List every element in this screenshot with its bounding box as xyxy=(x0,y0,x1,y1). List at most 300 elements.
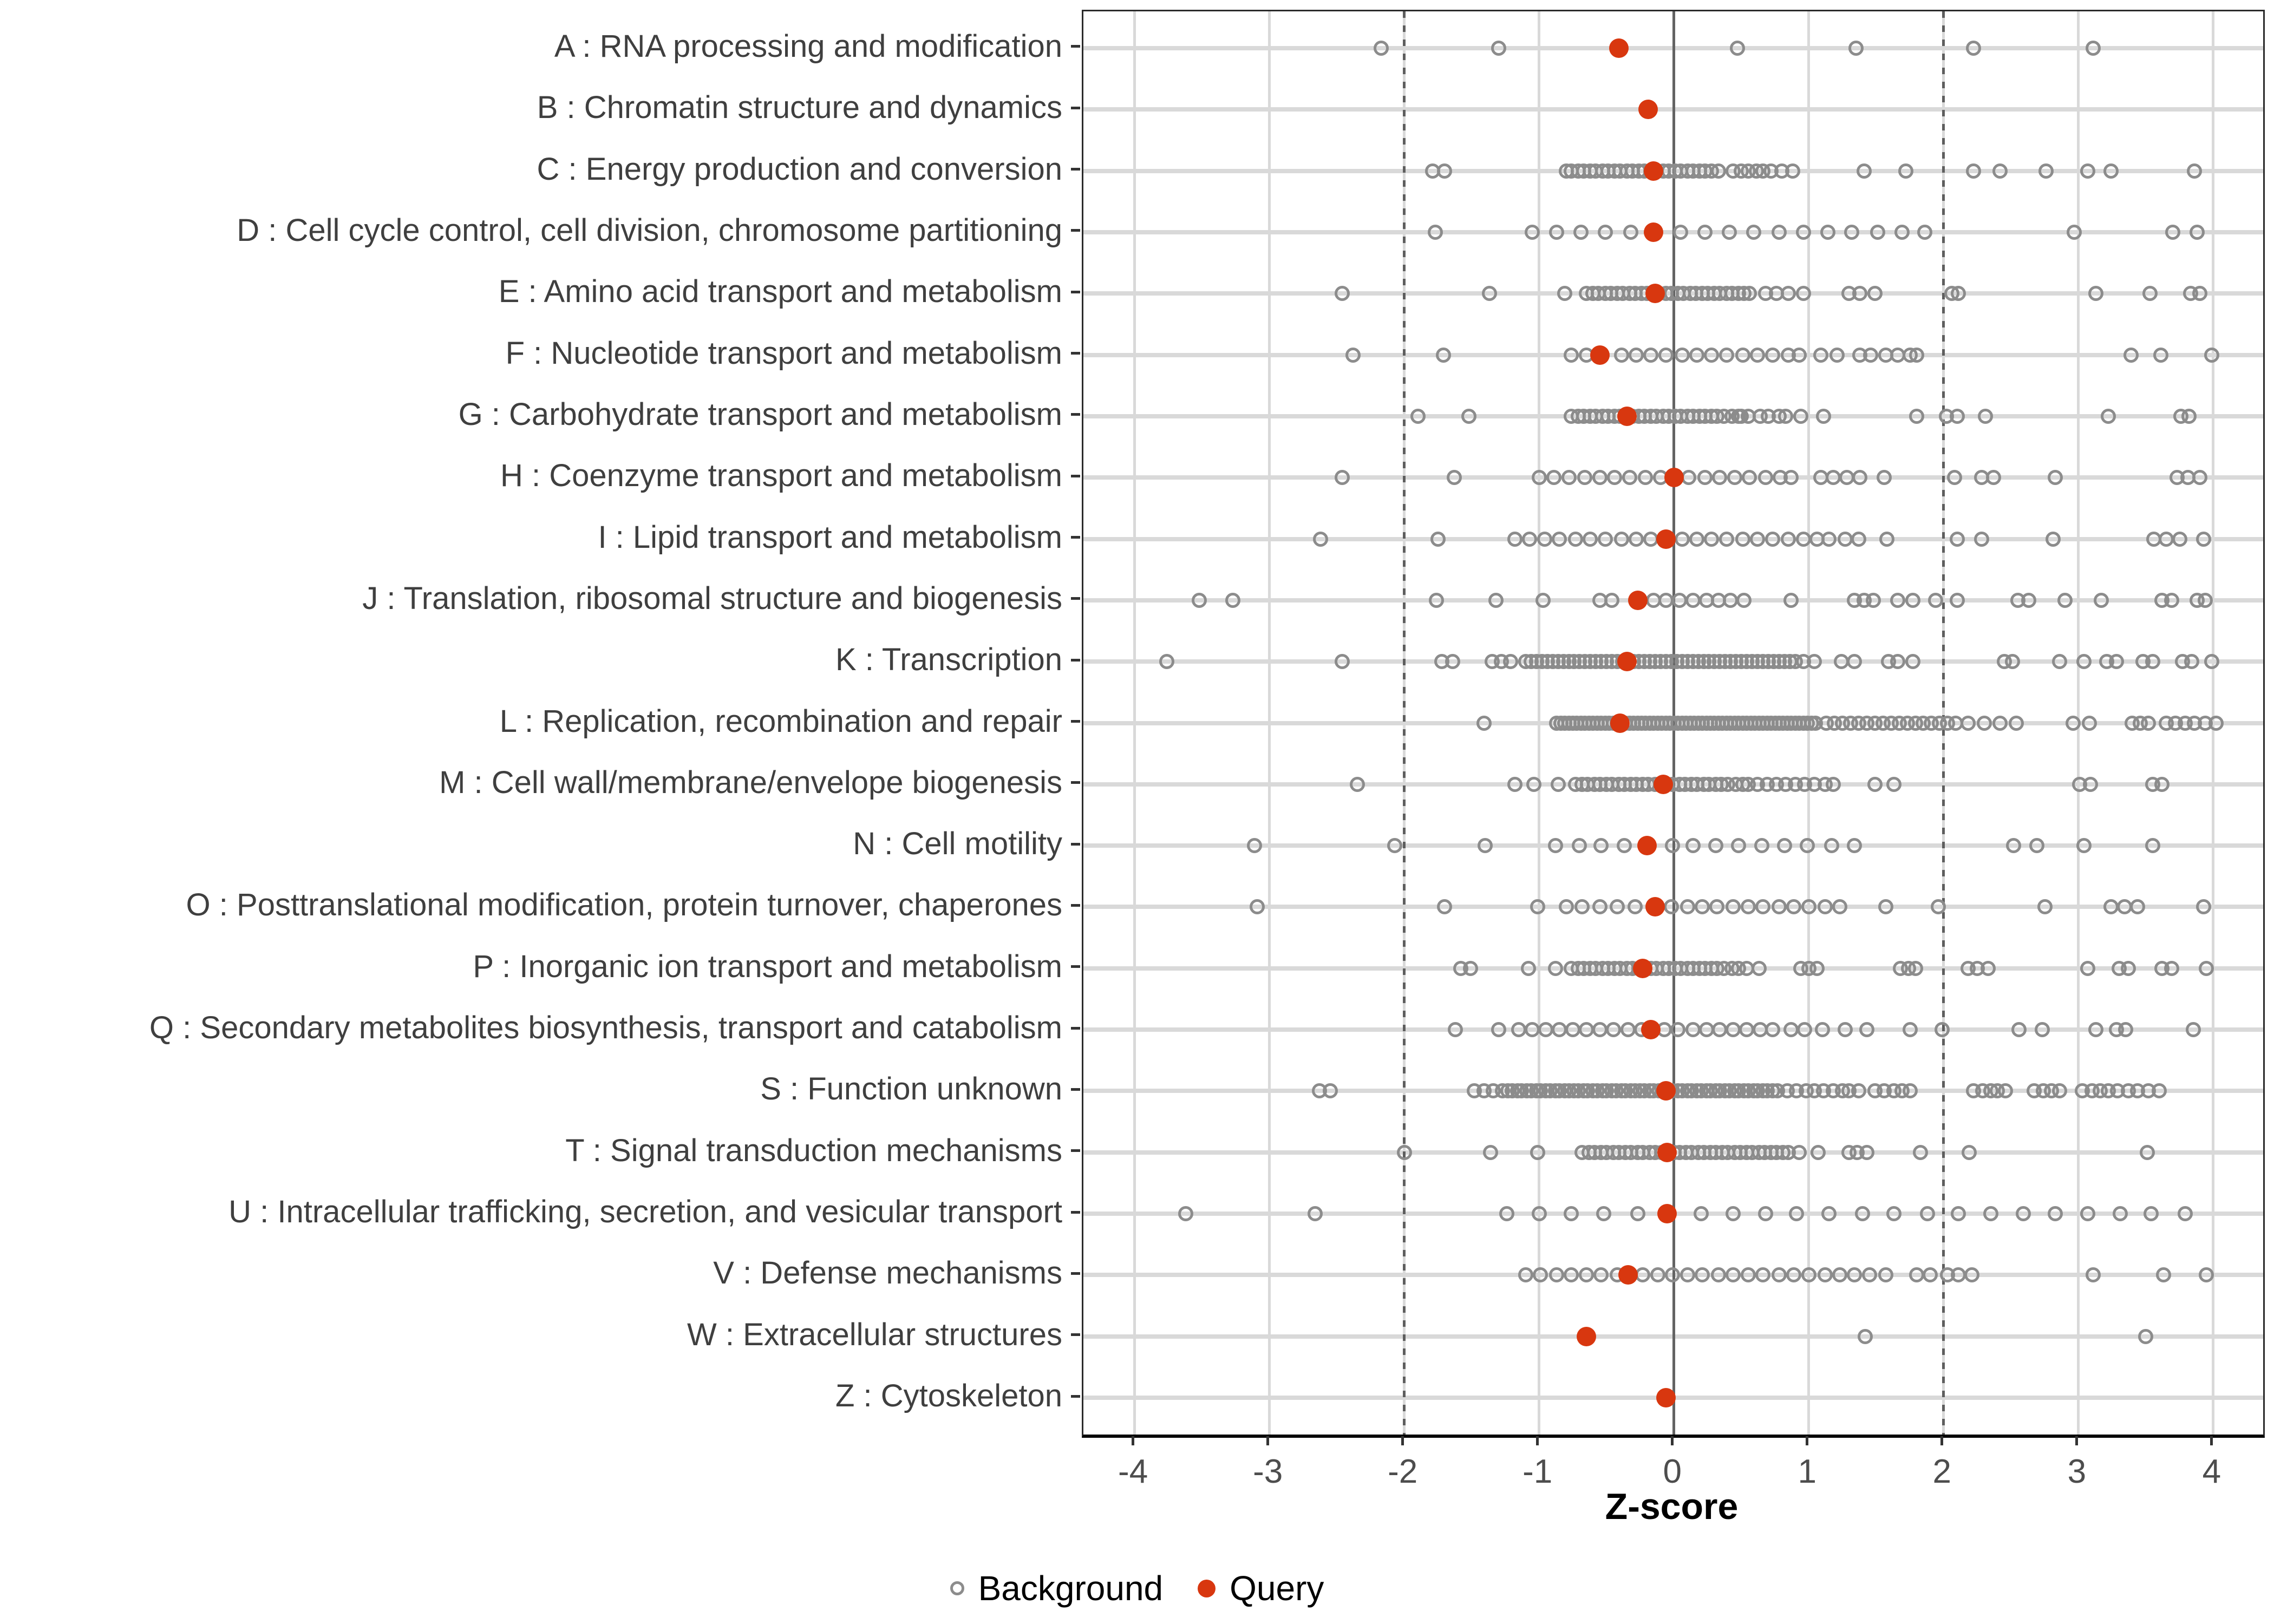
background-point xyxy=(1345,348,1361,363)
background-point xyxy=(1557,286,1572,301)
background-point xyxy=(2145,838,2160,853)
background-point xyxy=(2083,777,2098,792)
background-point xyxy=(1685,593,1701,608)
background-point xyxy=(2130,899,2145,914)
y-tick xyxy=(1071,352,1080,355)
background-point xyxy=(1429,593,1444,608)
category-label: L : Replication, recombination and repair xyxy=(499,703,1062,739)
background-point xyxy=(1593,1267,1609,1282)
background-point xyxy=(1772,899,1787,914)
background-point xyxy=(1838,532,1853,547)
background-point xyxy=(1712,470,1727,485)
background-point xyxy=(1758,1206,1773,1221)
category-label: E : Amino acid transport and metabolism xyxy=(498,274,1062,310)
background-point xyxy=(1894,225,1910,240)
background-point xyxy=(1962,1145,1977,1160)
background-point xyxy=(1572,838,1587,853)
y-tick xyxy=(1071,413,1080,416)
background-point xyxy=(1726,1206,1741,1221)
background-point xyxy=(2103,899,2119,914)
background-point xyxy=(1905,593,1920,608)
query-point xyxy=(1590,345,1610,365)
background-point xyxy=(1488,593,1504,608)
y-tick xyxy=(1071,843,1080,846)
background-point xyxy=(2048,470,2063,485)
background-point xyxy=(1672,593,1687,608)
background-point xyxy=(1614,348,1629,363)
background-point xyxy=(1673,225,1688,240)
query-point xyxy=(1664,468,1684,487)
x-tick xyxy=(1536,1436,1539,1445)
background-point xyxy=(2181,409,2197,424)
category-label: B : Chromatin structure and dynamics xyxy=(537,90,1062,126)
background-point xyxy=(1313,532,1328,547)
background-point xyxy=(1878,899,1893,914)
background-point xyxy=(1786,899,1801,914)
background-point xyxy=(1658,593,1674,608)
background-point xyxy=(1428,225,1443,240)
y-tick xyxy=(1071,1211,1080,1214)
background-point xyxy=(1966,163,1981,179)
y-tick xyxy=(1071,229,1080,232)
background-point xyxy=(1680,1267,1695,1282)
category-label: F : Nucleotide transport and metabolism xyxy=(505,335,1062,371)
background-point xyxy=(1947,470,1962,485)
category-label: J : Translation, ribosomal structure and biogenesis xyxy=(362,580,1062,616)
background-point xyxy=(2199,961,2214,976)
background-point xyxy=(2011,1022,2027,1037)
background-point xyxy=(1697,225,1713,240)
x-tick-label: 2 xyxy=(1932,1453,1952,1490)
background-point xyxy=(1742,286,1757,301)
category-label: A : RNA processing and modification xyxy=(554,28,1062,64)
background-point xyxy=(1821,1206,1837,1221)
category-label: K : Transcription xyxy=(835,642,1062,678)
background-point xyxy=(1623,225,1638,240)
background-point xyxy=(1950,532,1965,547)
background-point xyxy=(1818,1267,1833,1282)
background-point xyxy=(2159,532,2174,547)
background-point xyxy=(1877,470,1892,485)
background-point xyxy=(2005,654,2020,669)
background-point xyxy=(1792,1145,1807,1160)
background-point xyxy=(1824,838,1839,853)
background-point xyxy=(1739,1022,1754,1037)
background-point xyxy=(1335,470,1350,485)
background-point xyxy=(2187,163,2202,179)
background-point xyxy=(1709,899,1724,914)
background-point xyxy=(1685,838,1701,853)
background-point xyxy=(2113,1206,2128,1221)
background-point xyxy=(1579,1022,1594,1037)
background-point xyxy=(2006,838,2021,853)
background-point xyxy=(2154,777,2170,792)
background-point xyxy=(1620,1022,1636,1037)
query-point xyxy=(1577,1327,1596,1346)
background-point xyxy=(1752,961,1767,976)
background-point xyxy=(2101,409,2116,424)
category-label: I : Lipid transport and metabolism xyxy=(598,519,1062,555)
background-point xyxy=(1786,1267,1801,1282)
y-tick xyxy=(1071,291,1080,293)
background-point xyxy=(1848,41,1864,56)
background-point xyxy=(1813,348,1828,363)
background-point xyxy=(1532,470,1547,485)
category-label: D : Cell cycle control, cell division, chromosome partitioning xyxy=(237,212,1062,248)
background-point xyxy=(2118,1022,2133,1037)
query-point xyxy=(1638,100,1658,119)
background-point xyxy=(1765,348,1780,363)
background-point xyxy=(1610,899,1625,914)
background-point xyxy=(1838,1022,1853,1037)
background-point xyxy=(2144,1206,2159,1221)
background-point xyxy=(1903,1083,1918,1098)
background-point xyxy=(1551,777,1566,792)
background-point xyxy=(2038,163,2054,179)
background-point xyxy=(2141,716,2156,731)
background-point xyxy=(1950,593,1965,608)
background-point xyxy=(2052,654,2067,669)
background-point xyxy=(1834,654,1849,669)
background-point xyxy=(2082,716,2097,731)
y-tick xyxy=(1071,45,1080,48)
background-point xyxy=(1855,1206,1870,1221)
dashed-refline xyxy=(1403,11,1406,1435)
background-point xyxy=(1858,1329,1873,1344)
background-point xyxy=(1800,838,1815,853)
background-point xyxy=(1750,532,1765,547)
background-point xyxy=(1731,838,1746,853)
background-point xyxy=(1711,163,1726,179)
background-point xyxy=(1593,838,1609,853)
background-point xyxy=(1711,1267,1726,1282)
background-point xyxy=(1951,1267,1966,1282)
background-point xyxy=(1374,41,1389,56)
background-point xyxy=(1898,163,1913,179)
background-point xyxy=(1564,348,1579,363)
background-point xyxy=(1783,1022,1799,1037)
background-point xyxy=(1247,838,1262,853)
query-point xyxy=(1618,1265,1638,1285)
gridline-x xyxy=(1133,11,1136,1435)
background-point xyxy=(1951,286,1966,301)
query-point xyxy=(1644,161,1663,181)
category-label: V : Defense mechanisms xyxy=(713,1255,1062,1291)
background-point-icon xyxy=(950,1581,964,1595)
background-point xyxy=(1159,654,1174,669)
category-label: C : Energy production and conversion xyxy=(537,151,1062,187)
background-point xyxy=(1549,1267,1564,1282)
background-point xyxy=(1564,1267,1579,1282)
x-tick-label: 0 xyxy=(1663,1453,1682,1490)
category-label: U : Intracellular trafficking, secretion, and vesicular transport xyxy=(228,1194,1062,1230)
background-point xyxy=(1694,1206,1709,1221)
background-point xyxy=(1178,1206,1193,1221)
background-point xyxy=(1832,1267,1847,1282)
background-point xyxy=(1886,777,1901,792)
y-tick xyxy=(1071,536,1080,539)
background-point xyxy=(2035,1022,2050,1037)
background-point xyxy=(1723,593,1738,608)
background-point xyxy=(1719,532,1734,547)
background-point xyxy=(1909,1267,1924,1282)
background-point xyxy=(1704,532,1719,547)
background-point xyxy=(2152,1083,2167,1098)
y-tick xyxy=(1071,720,1080,723)
background-point xyxy=(1675,348,1690,363)
background-point xyxy=(1783,593,1799,608)
background-point xyxy=(1879,532,1894,547)
background-point xyxy=(1908,961,1923,976)
background-point xyxy=(1867,286,1883,301)
background-point xyxy=(1522,532,1537,547)
background-point xyxy=(2192,470,2207,485)
background-point xyxy=(1708,838,1723,853)
background-point xyxy=(1643,348,1658,363)
background-point xyxy=(1548,838,1563,853)
background-point xyxy=(1913,1145,1928,1160)
query-point xyxy=(1617,407,1637,426)
query-point xyxy=(1656,1081,1676,1101)
background-point xyxy=(1870,225,1885,240)
background-point xyxy=(1735,348,1750,363)
background-point xyxy=(1832,899,1847,914)
background-point xyxy=(1755,899,1770,914)
background-point xyxy=(1436,348,1451,363)
category-label: O : Posttranslational modification, protein turnover, chaperones xyxy=(186,887,1062,923)
background-point xyxy=(1680,899,1695,914)
background-point xyxy=(1964,1267,1979,1282)
x-tick xyxy=(1401,1436,1404,1445)
background-point xyxy=(2153,348,2168,363)
query-point-icon xyxy=(1198,1580,1216,1597)
background-point xyxy=(2192,286,2207,301)
background-point xyxy=(1928,593,1943,608)
background-point xyxy=(1977,716,1992,731)
background-point xyxy=(1511,1022,1526,1037)
y-tick xyxy=(1071,1272,1080,1275)
background-point xyxy=(2164,593,2179,608)
background-point xyxy=(1565,1022,1580,1037)
x-tick-label: 3 xyxy=(2067,1453,2087,1490)
background-point xyxy=(1323,1083,1338,1098)
background-point xyxy=(1629,348,1644,363)
background-point xyxy=(1765,1022,1780,1037)
background-point xyxy=(2186,1022,2201,1037)
background-point xyxy=(2086,41,2101,56)
background-point xyxy=(1549,225,1564,240)
background-point xyxy=(1998,1083,2013,1098)
x-tick-label: -3 xyxy=(1253,1453,1283,1490)
background-point xyxy=(1807,654,1822,669)
background-point xyxy=(1796,532,1811,547)
category-label: N : Cell motility xyxy=(853,826,1062,862)
background-point xyxy=(2178,1206,2193,1221)
background-point xyxy=(1598,225,1613,240)
background-point xyxy=(1857,163,1872,179)
background-point xyxy=(1736,593,1752,608)
background-point xyxy=(2165,225,2180,240)
background-point xyxy=(1920,1206,1935,1221)
background-point xyxy=(1447,470,1462,485)
background-point xyxy=(1778,409,1793,424)
background-point xyxy=(1754,838,1769,853)
background-point xyxy=(1890,593,1905,608)
background-point xyxy=(1781,286,1796,301)
background-point xyxy=(1596,1206,1611,1221)
background-point xyxy=(1730,41,1745,56)
background-point xyxy=(1983,1206,1998,1221)
background-point xyxy=(1685,1022,1701,1037)
legend-label-query: Query xyxy=(1230,1569,1324,1608)
category-label: P : Inorganic ion transport and metabolism xyxy=(473,948,1062,984)
background-point xyxy=(1525,225,1540,240)
background-point xyxy=(2172,532,2187,547)
background-point xyxy=(1695,1267,1710,1282)
background-point xyxy=(1628,899,1643,914)
y-tick xyxy=(1071,659,1080,662)
background-point xyxy=(1772,1267,1787,1282)
background-point xyxy=(1583,532,1598,547)
background-point xyxy=(1783,470,1799,485)
background-point xyxy=(1518,1267,1533,1282)
background-point xyxy=(2121,961,2136,976)
background-point xyxy=(1951,1206,1966,1221)
background-point xyxy=(1387,838,1402,853)
background-point xyxy=(2021,593,2036,608)
background-point xyxy=(1815,1022,1830,1037)
background-point xyxy=(2037,899,2053,914)
background-point xyxy=(1765,532,1780,547)
background-point xyxy=(1750,348,1765,363)
y-tick xyxy=(1071,904,1080,907)
background-point xyxy=(1607,470,1622,485)
query-point xyxy=(1644,222,1663,242)
background-point xyxy=(1350,777,1365,792)
background-point xyxy=(2196,899,2211,914)
background-point xyxy=(1430,532,1446,547)
legend xyxy=(0,1568,2274,1609)
query-point xyxy=(1641,1020,1661,1039)
background-point xyxy=(2208,716,2224,731)
x-tick xyxy=(1940,1436,1943,1445)
background-point xyxy=(1777,838,1792,853)
background-point xyxy=(1535,593,1551,608)
background-point xyxy=(1629,532,1644,547)
background-point xyxy=(1992,163,2008,179)
background-point xyxy=(1796,225,1811,240)
query-point xyxy=(1656,1388,1676,1407)
background-point xyxy=(1792,348,1807,363)
background-point xyxy=(1537,532,1552,547)
background-point xyxy=(1851,1083,1866,1098)
background-point xyxy=(1546,470,1561,485)
x-tick xyxy=(2210,1436,2213,1445)
background-point xyxy=(1568,532,1583,547)
background-point xyxy=(1809,961,1825,976)
background-point xyxy=(1192,593,1207,608)
background-point xyxy=(1905,654,1920,669)
query-point xyxy=(1628,591,1648,610)
background-point xyxy=(1909,348,1924,363)
background-point xyxy=(1719,348,1734,363)
background-point xyxy=(1533,1267,1548,1282)
y-tick xyxy=(1071,597,1080,600)
background-point xyxy=(1726,1022,1741,1037)
background-point xyxy=(2016,1206,2031,1221)
background-point xyxy=(1851,532,1866,547)
background-point xyxy=(1598,532,1613,547)
category-label: M : Cell wall/membrane/envelope biogenesis xyxy=(439,764,1062,800)
x-tick-label: -2 xyxy=(1388,1453,1418,1490)
query-point xyxy=(1617,652,1637,671)
y-tick xyxy=(1071,107,1080,109)
background-point xyxy=(1890,654,1905,669)
background-point xyxy=(1847,838,1862,853)
query-point xyxy=(1656,529,1676,549)
background-point xyxy=(1796,286,1811,301)
background-point xyxy=(1507,777,1522,792)
background-point xyxy=(1903,1022,1918,1037)
background-point xyxy=(2080,1206,2095,1221)
background-point xyxy=(1741,899,1756,914)
background-point xyxy=(1650,1267,1665,1282)
background-point xyxy=(2164,961,2179,976)
background-point xyxy=(1820,225,1835,240)
background-point xyxy=(1917,225,1932,240)
background-point xyxy=(1862,1267,1877,1282)
background-point xyxy=(1689,532,1704,547)
x-tick-label: -4 xyxy=(1118,1453,1148,1490)
background-point xyxy=(1726,899,1741,914)
background-point xyxy=(1704,348,1719,363)
background-point xyxy=(2204,348,2219,363)
background-point xyxy=(2080,163,2095,179)
y-tick xyxy=(1071,168,1080,171)
query-point xyxy=(1609,38,1629,58)
background-point xyxy=(1741,1267,1756,1282)
background-point xyxy=(1847,1267,1862,1282)
background-point xyxy=(1727,470,1742,485)
background-point xyxy=(1530,899,1545,914)
background-point xyxy=(1335,654,1350,669)
background-point xyxy=(1923,1267,1938,1282)
background-point xyxy=(1665,1267,1680,1282)
background-point xyxy=(1986,470,2001,485)
query-point xyxy=(1657,1143,1677,1162)
background-point xyxy=(2198,593,2213,608)
background-point xyxy=(2066,716,2081,731)
background-point xyxy=(1886,1206,1901,1221)
background-point xyxy=(1742,470,1757,485)
background-point xyxy=(1507,532,1522,547)
background-point xyxy=(1697,470,1713,485)
background-point xyxy=(2103,163,2119,179)
background-point xyxy=(1250,899,1265,914)
background-point xyxy=(1772,225,1787,240)
background-point xyxy=(2109,654,2124,669)
background-point xyxy=(1793,409,1808,424)
x-tick xyxy=(1132,1436,1134,1445)
background-point xyxy=(2046,532,2061,547)
background-point xyxy=(2145,654,2160,669)
background-point xyxy=(2052,1083,2067,1098)
background-point xyxy=(2076,654,2092,669)
background-point xyxy=(2094,593,2109,608)
background-point xyxy=(1573,225,1589,240)
background-point xyxy=(1821,532,1837,547)
background-point xyxy=(1852,286,1867,301)
